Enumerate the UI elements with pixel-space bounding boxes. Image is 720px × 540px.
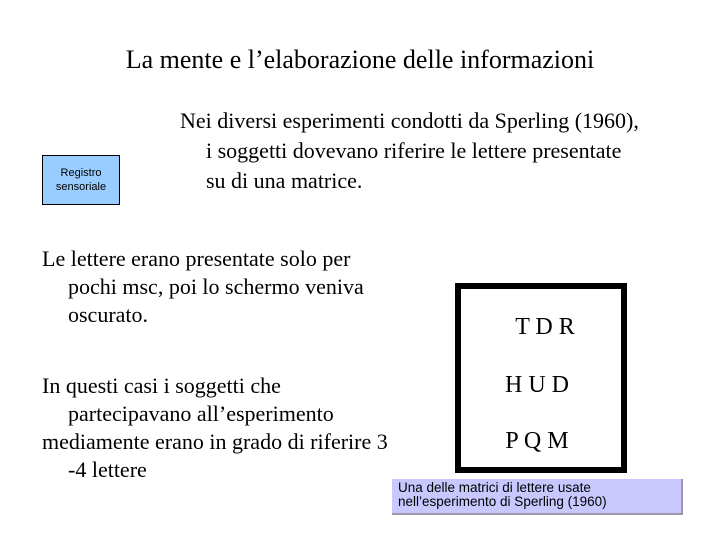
badge-line-1: Registro <box>60 167 102 179</box>
intro-text <box>180 106 700 196</box>
paragraph1-line-2: pochi msc, poi lo schermo veniva <box>68 274 364 299</box>
paragraph2-line-1: In questi casi i soggetti che <box>42 373 281 398</box>
letter-matrix <box>455 283 627 473</box>
caption-line-1: Una delle matrici di lettere usate <box>398 480 591 495</box>
matrix-caption <box>392 479 683 515</box>
slide-title: La mente e l’elaborazione delle informazioni <box>125 45 595 74</box>
paragraph-results <box>42 372 388 484</box>
paragraph2-line-4: -4 lettere <box>68 457 147 482</box>
paragraph1-line-1: Le lettere erano presentate solo per <box>42 246 351 271</box>
intro-line-1: Nei diversi esperimenti condotti da Sperling (1960), <box>180 108 639 133</box>
intro-line-2: i soggetti dovevano riferire le lettere presentate <box>206 138 622 163</box>
paragraph2-line-2: partecipavano all’esperimento <box>68 401 334 426</box>
caption-line-2: nell’esperimento di Sperling (1960) <box>398 494 607 509</box>
matrix-row-3: P Q M <box>505 428 569 454</box>
paragraph-presentation <box>42 245 364 329</box>
paragraph1-line-3: oscurato. <box>68 302 149 327</box>
intro-line-3: su di una matrice. <box>206 168 363 193</box>
registro-sensoriale-badge <box>42 155 120 205</box>
matrix-row-1: T D R <box>515 314 575 340</box>
paragraph2-line-3: mediamente erano in grado di riferire 3 <box>42 429 388 454</box>
badge-line-2: sensoriale <box>55 181 107 193</box>
matrix-row-2: H U D <box>505 372 569 398</box>
